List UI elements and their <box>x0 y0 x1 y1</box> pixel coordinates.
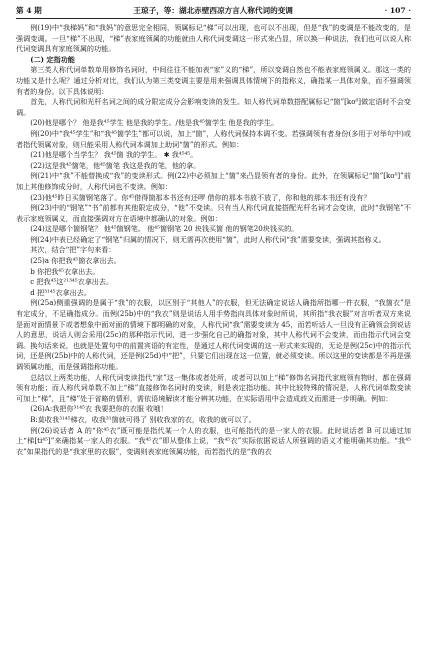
example-sentence: B:莫收我³¹⁴⁵梯衣，收我³¹箇就可得了 别收我家的衣，收我的就可以了。 <box>30 414 256 424</box>
article-body <box>16 23 411 457</box>
article-title: 王琼子，等：湖北赤壁西凉方言人称代词的变调 <box>133 6 293 15</box>
paragraph: 第三类人称代词单数单用修饰名词时，中间往往不能加表“家”义的“梯”，所以变调自然也不能表家庭领属义。那这一类的功能又是什么呢？通过分析对比，我们认为第三类变调主要是用来强调具体情境下的指称义，确指某一具体对象，而不强调领有者的身份。以下具体说明： <box>16 65 411 96</box>
example-sentence: (26)A:我把你³¹⁴⁵衣 我要把你的衣服 收哦！ <box>30 404 168 414</box>
example-sentence: (22)这是我⁴⁵箇笔，他⁴⁵箇笔 我这是我的笔，他的拿。 <box>30 160 201 170</box>
issue-number: 第 4 期 <box>16 6 42 15</box>
paragraph: 例(25a)侧重强调的是属于“我”的衣服，以区别于“其他人”的衣服，但无法确定说话人确指所指哪一件衣服，“我箇衣”是有定成分，不足确指成分。而例(25b)中的“我衣”则是说话人用手势指向具体对象时所说，其所指“我衣服”对言听者双方来说是面对面情景下或者想象中面对面的情境下都明确的对象，人称代词“我”需要变读为 45，而若听话人一旦没有正确领会到说话人的意思，说话人则会采用(25c)的那种指示代词，进一步强化自己的确指对象，其中人称代词不会变读，而由指示代词会变调。换句话来说，也就是处置句中的前置宾语的有定性，是通过人称代词变调的这一形式来实现的，无论是例(25c)中的指示代词，还是例(25b)中的人称代词，还是例(25d)中“把”，只要它们出现在这一位置，就必须变读。所以这里的变读都是不再是强调领属功能，而是强调指称功能。 <box>16 298 411 371</box>
example-sentence: (25)a 你把我⁴⁵箇衣拿出去。 <box>30 256 121 266</box>
example-sentence: (20)他是哪个？ 他是我⁴⁵学生 他是我的学生。/他是我⁴⁵箇学生 他是我的学生。 <box>30 118 279 128</box>
paragraph: 首先，人称代词和光杆名词之间的成分限定成分会影响变读的发生。如人称代词单数搭配属标记“箇”[ko⁰]做定语时不会变调。 <box>16 97 411 117</box>
example-sentence: b 你把我⁴⁵衣拿出去。 <box>30 266 100 276</box>
paragraph: 例(21)中“我”不能替换成“我”的变读形式。例(22)中必须加上“箇”来凸显领有者的身份。此外，在领属标记“箇”[ko⁰]”前加上其他修饰成分时，人称代词也不变读。例如： <box>16 171 411 191</box>
example-sentence: (24)这是哪个箇钢笔？ 他⁴⁵箇钢笔。 他⁴⁵箇钢笔 20 块钱买箇 他的钢笔20块钱买的。 <box>30 224 299 234</box>
paragraph: 例(23)中的“钢笔”“书”前都有其他限定成分，“他”不变读。只有当人称代词直接搭配光杆名词才会变读，此时“我钢笔”不表示家庭领属义，而直接强调对方在语境中都确认的对象。例如： <box>16 203 411 223</box>
section-heading: (二) 定指功能 <box>30 54 75 64</box>
example-sentence: d 把³¹⁴⁵衣拿出去。 <box>30 287 91 297</box>
example-sentence: (21)他是哪个当学生？ 我⁴⁵箇 我的学生。 ✱ 我⁴⁵⁴⁵。 <box>30 150 198 160</box>
paragraph: 例(19)中“我梯妈”和“我妈”的意思完全相同，领属标记“梯”可以出现，也可以不出现，但是“我”的变调是不能改变的，是强调变调。一旦“梯”不出现，“梯”表家庭领属的功能就由人称代词变调这一形式来凸显，所以换一种说法，我们也可以说人称代词变调具有家庭领属的功能。 <box>16 23 411 54</box>
paragraph: 例(26)说话者 A 的“你⁴⁵衣”既可能是指代某一个人的衣服，也可能指代的是一家人的衣服。此时说话者 B 可以通过加上“梯[ti⁴⁵]”来确指某一家人的衣服。“我⁴⁵衣”即从整体上说，“我⁴⁵衣”实际依据说话人所强调的语义才能明确其功能。“我⁴⁵衣”如果指代的是“我家里的衣服”，变调则表家庭领属功能，而若指代的是“我的衣 <box>16 425 411 456</box>
paragraph: 例(24)中表已经确定了“钢笔”归属的情况下，则无需再次使用“箇”，此时人称代词“我”需要变读，强调其指称义。 <box>30 234 386 244</box>
page-number: · 107 · <box>384 6 411 15</box>
example-sentence: (23)他⁴⁵昨日买箇钢笔落了。你⁴⁵借得箇那本书还有还啰 借你的那本书放不放了，你和他的那本书还有没有？ <box>30 192 371 202</box>
paragraph: 例(20)中“我⁴⁵学生”和“我⁴⁵箇学生”都可以说，加上“箇”，人称代词保持本调不变。若强调领有者身份(多用于对举句中)或者指代领属对象，则只能采用人称代词本调加上助词“箇”的形式。例如： <box>16 128 411 149</box>
running-header <box>16 5 411 19</box>
example-sentence: c 把我⁴⁵这²¹³⁴⁵衣拿出去。 <box>30 277 114 287</box>
paragraph: 其次，结合“把”字句来看： <box>30 245 116 255</box>
paragraph: 总结以上两类功能，人称代词变读指代“家”这一集体或者处所，或者可以加上“梯”修饰名词指代家庭领有物时，都在强调领有功能；而人称代词单数不加上“梯”直接修饰名词时的变读，则是表定指功能。其中比较特殊的情况是，人称代词单数变读可加上“梯”，且“梯”处于省略的情形，需依语境解读才能分辨其功能，在实际语用中会造成歧义而需进一步明确。例如： <box>16 372 411 403</box>
